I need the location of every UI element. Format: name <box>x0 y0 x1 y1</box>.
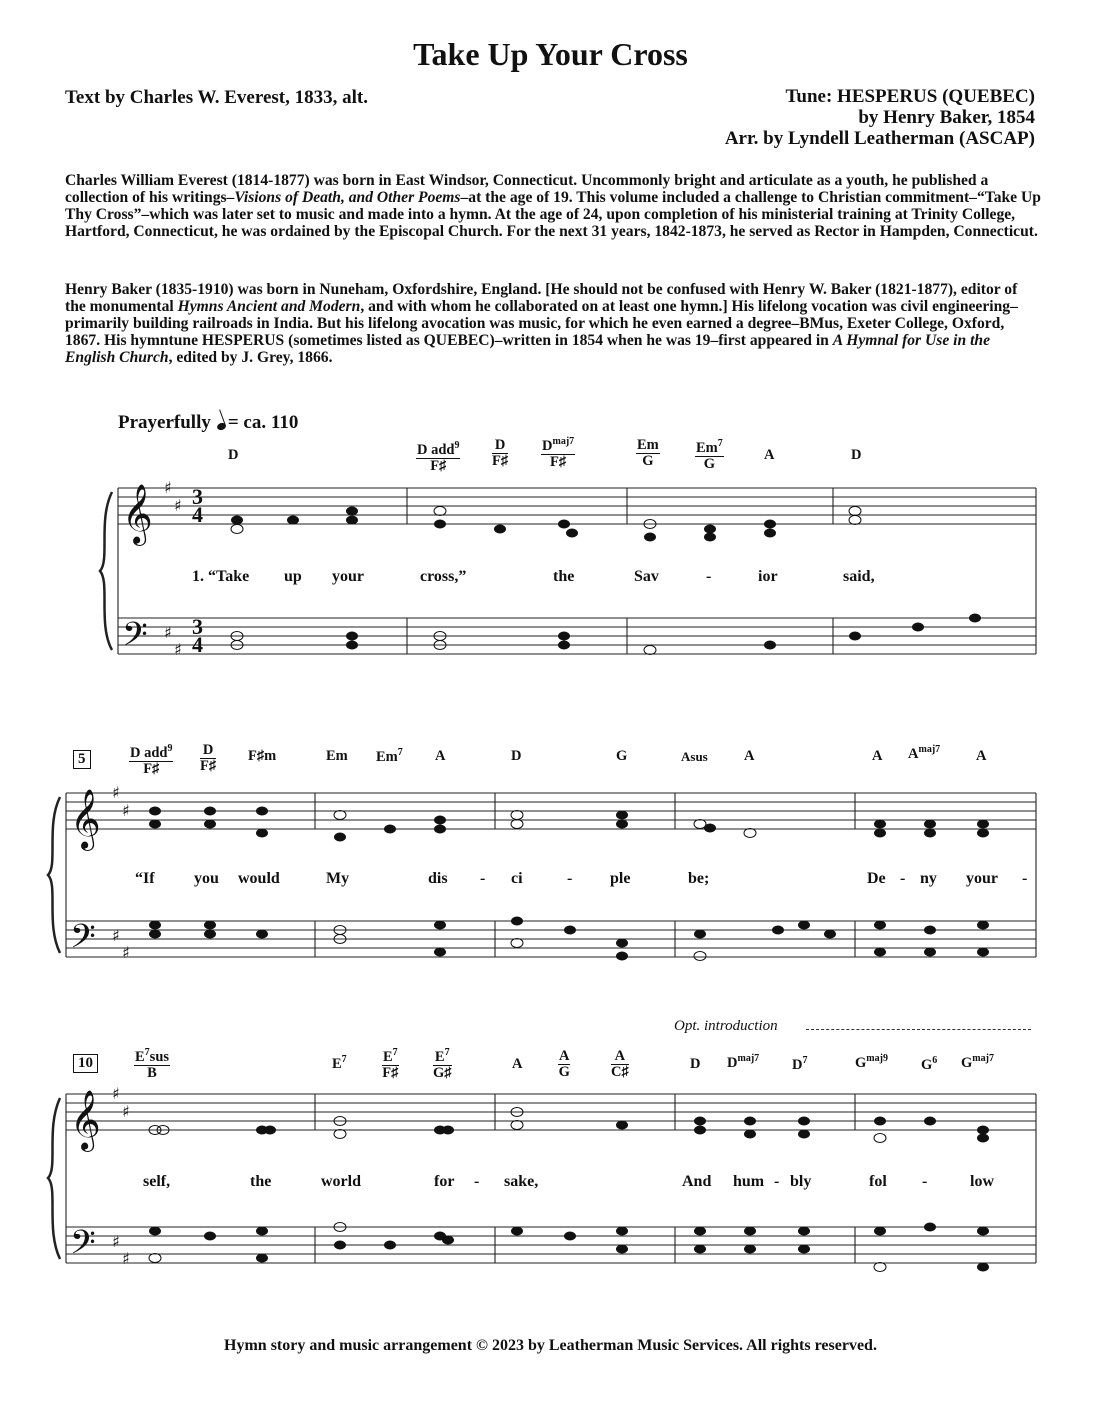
opt-introduction-label: Opt. introduction <box>674 1018 778 1034</box>
measure-number: 10 <box>73 1054 98 1073</box>
lyric: cross,” <box>420 568 467 585</box>
lyric: for <box>434 1173 455 1190</box>
chord-symbol: $\frac{A}{G}$ <box>558 1048 570 1080</box>
svg-text:𝄢: 𝄢 <box>70 1224 96 1270</box>
arranger-credit: Arr. by Lyndell Leatherman (ASCAP) <box>724 128 1035 149</box>
chord-symbol: $G^{maj9}$ <box>855 1053 888 1071</box>
chord-symbol: $E^7sus$ B <box>135 1047 170 1081</box>
svg-text:𝄞: 𝄞 <box>70 1090 101 1150</box>
lyric: - <box>480 870 486 887</box>
lyric: your <box>332 568 364 585</box>
svg-text:3: 3 <box>192 614 203 639</box>
chord-symbol: D <box>851 447 862 463</box>
lyric: world <box>321 1173 361 1190</box>
chord-symbol: $\frac{D}{F♯}$ <box>492 437 509 469</box>
lyric: low <box>970 1173 994 1190</box>
composer-credit: by Henry Baker, 1854 <box>858 107 1035 128</box>
svg-text:4: 4 <box>192 632 203 657</box>
copyright-footer: Hymn story and music arrangement © 2023 by Leatherman Music Services. All rights reserved. <box>224 1337 877 1354</box>
svg-text:♯: ♯ <box>112 1232 120 1251</box>
svg-text:♯: ♯ <box>174 640 182 659</box>
svg-text:𝄢: 𝄢 <box>122 616 148 662</box>
lyric: be; <box>688 870 710 887</box>
lyric: ny <box>920 870 937 887</box>
svg-text:♯: ♯ <box>122 1249 130 1268</box>
lyric: up <box>284 568 302 585</box>
svg-text:♯: ♯ <box>122 1102 130 1121</box>
chord-symbol: Asus <box>681 749 708 764</box>
svg-text:♯: ♯ <box>122 801 130 820</box>
chord-symbol: A <box>744 748 755 764</box>
svg-text:♯: ♯ <box>112 1084 120 1103</box>
chord-symbol: $E^7$ <box>332 1054 347 1072</box>
story-paragraph-baker: Henry Baker (1835-1910) was born in Nuneham, Oxfordshire, England. [He should not be confused with Henry W. Baker (1821-1877), editor of the monumental Hymns Ancient and Modern, and with whom he collaborated on at least one hymn.] His lifelong vocation was civil engineering–primarily building railroads in India. But his lifelong avocation was music, for which he even earned a degree–BMus, Exeter College, Oxford, 1867. His hymntune HESPERUS (sometimes listed as QUEBEC)–written in 1854 when he was 19–first appeared in A Hymnal for Use in the English Church, edited by J. Grey, 1866. <box>65 281 1018 366</box>
chord-symbol: $D^{maj7}$ <box>727 1053 760 1071</box>
lyric: would <box>238 870 280 887</box>
story-paragraph-everest: Charles William Everest (1814-1877) was born in East Windsor, Connecticut. Uncommonly bright and articulate as a youth, he published a collection of his writings–Visions of Death, and Other Poems–at the age of 19. This volume included a challenge to Christian commitment–“Take Up Thy Cross”–which was later set to music and made into a hymn. At the age of 24, upon completion of his ministerial training at Trinity College, Hartford, Connecticut, he was ordained by the Episcopal Church. For the next 31 years, 1842-1873, he served as Rector in Hampden, Connecticut. <box>65 172 1041 240</box>
system1-treble-staff <box>118 488 1036 524</box>
lyric: - <box>1022 870 1028 887</box>
svg-text:♯: ♯ <box>122 943 130 962</box>
lyric: - <box>567 870 573 887</box>
chord-symbol: $\frac{A}{C♯}$ <box>611 1048 629 1080</box>
svg-text:♯: ♯ <box>174 496 182 515</box>
tune-credit: Tune: HESPERUS (QUEBEC) <box>785 86 1035 107</box>
chord-symbol: A <box>872 748 883 764</box>
lyric: De <box>867 870 886 887</box>
lyric: said, <box>843 568 875 585</box>
opt-introduction-dashes <box>806 1029 1031 1030</box>
lyric: “If <box>135 870 155 887</box>
chord-symbol: D <box>511 748 522 764</box>
chord-symbol: Em$^7$ <box>376 747 403 765</box>
lyric: And <box>682 1173 712 1190</box>
lyric: the <box>250 1173 272 1190</box>
chord-symbol: D <box>228 447 239 463</box>
hymn-title: Take Up Your Cross <box>413 36 688 72</box>
lyric: the <box>553 568 575 585</box>
lyric: ci <box>511 870 523 887</box>
lyric: hum <box>733 1173 765 1190</box>
lyric: you <box>194 870 219 887</box>
lyric: - <box>474 1173 480 1190</box>
chord-symbol: D add$^9$ F♯ <box>417 440 460 474</box>
chord-symbol: $\frac{E^7}{F♯}$ <box>382 1047 399 1081</box>
svg-text:♯: ♯ <box>164 623 172 642</box>
svg-text:𝄞: 𝄞 <box>70 789 101 849</box>
lyric: dis <box>428 870 448 887</box>
svg-text:♯: ♯ <box>112 783 120 802</box>
lyric: your <box>966 870 998 887</box>
tempo-marking: Prayerfully = ca. 110 <box>118 412 299 433</box>
lyric: self, <box>143 1173 171 1190</box>
chord-symbol: A <box>512 1056 523 1072</box>
chord-symbol: G <box>616 748 628 764</box>
chord-symbol: D <box>690 1056 701 1072</box>
lyric: Sav <box>634 568 659 585</box>
lyric: - <box>922 1173 928 1190</box>
lyric: ior <box>758 568 778 585</box>
svg-text:♯: ♯ <box>112 926 120 945</box>
lyric: fol <box>869 1173 887 1190</box>
svg-text:♯: ♯ <box>164 478 172 497</box>
chord-symbol: Em <box>326 748 348 764</box>
chord-symbol: $\frac{D}{F♯}$ <box>200 742 217 774</box>
chord-symbol: $A^{maj7}$ <box>908 744 941 762</box>
svg-text:4: 4 <box>192 502 203 527</box>
lyric: - <box>900 870 906 887</box>
chord-symbol: $G^{maj7}$ <box>961 1053 994 1071</box>
lyric: bly <box>790 1173 812 1190</box>
lyric: - <box>706 568 712 585</box>
chord-symbol: F♯m <box>248 748 277 764</box>
chord-symbol: $\frac{Em^7}{G}$ <box>696 438 723 472</box>
chord-symbol: A <box>764 447 775 463</box>
system1-bass-staff <box>118 618 1036 654</box>
text-credit: Text by Charles W. Everest, 1833, alt. <box>65 87 368 108</box>
chord-symbol: $\frac{Em}{G}$ <box>637 437 659 469</box>
lyric: - <box>774 1173 780 1190</box>
chord-symbol: $D^7$ <box>792 1055 808 1073</box>
chord-symbol: A <box>976 748 987 764</box>
chord-symbol: D add$^9$ F♯ <box>130 743 173 777</box>
lyric: ple <box>610 870 631 887</box>
svg-text:𝄢: 𝄢 <box>70 918 96 964</box>
svg-text:3: 3 <box>192 484 203 509</box>
chord-symbol: A <box>435 748 446 764</box>
chord-symbol: $D^{maj7}$ F♯ <box>542 436 575 470</box>
measure-number: 5 <box>73 750 91 769</box>
chord-symbol: $G^6$ <box>921 1055 938 1073</box>
lyric: 1. “Take <box>192 568 250 585</box>
lyric: sake, <box>504 1173 539 1190</box>
lyric: My <box>326 870 350 887</box>
chord-symbol: $\frac{E^7}{G♯}$ <box>433 1047 452 1081</box>
svg-text:𝄞: 𝄞 <box>122 484 153 544</box>
